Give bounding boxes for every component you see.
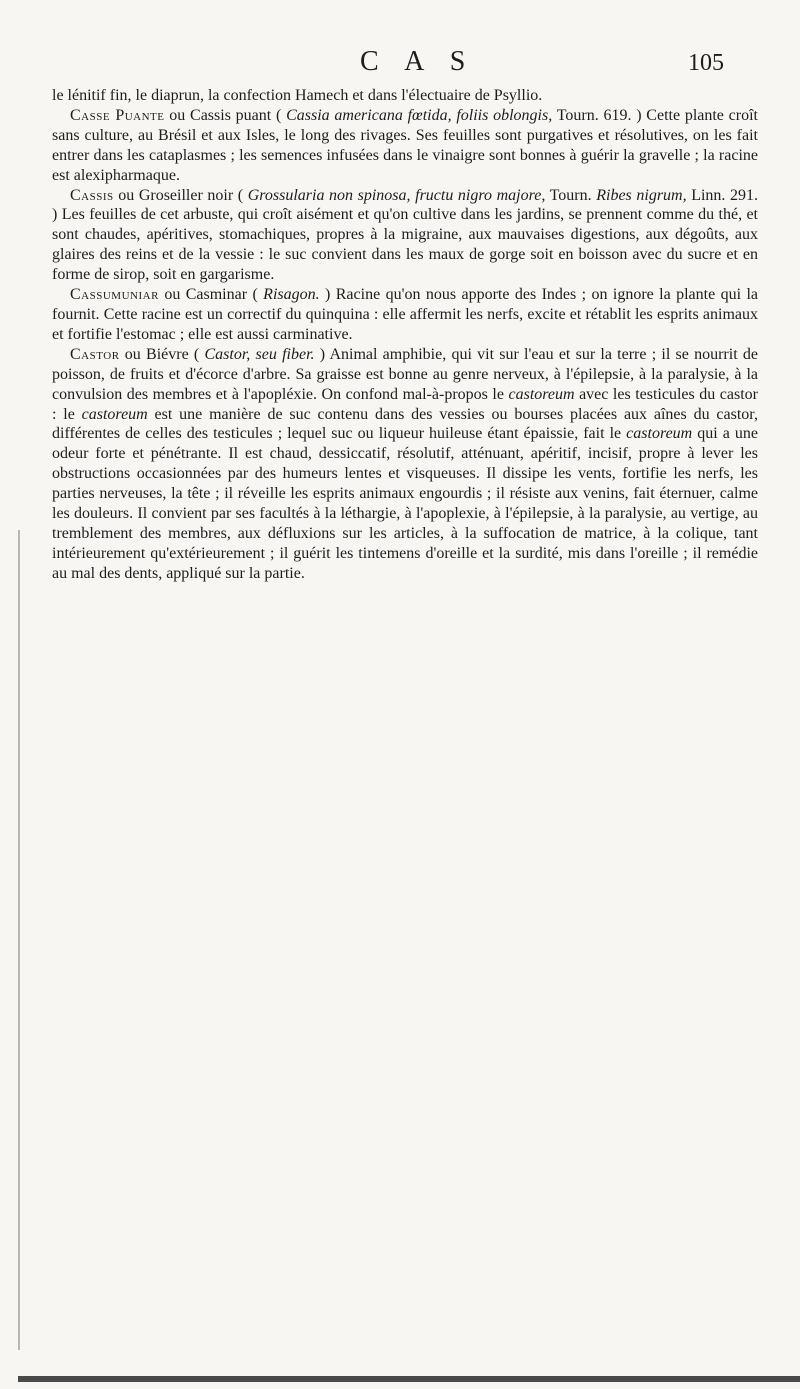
dictionary-entry (52, 186, 758, 286)
continuation-paragraph (52, 86, 758, 106)
entry-text: est une manière de suc contenu dans des vessies ou bourses placées aux aînes du castor, différentes de celles des testicules ; lequel suc ou liqueur huileuse étant épaissie, fait le (52, 405, 758, 443)
entry-text: qui a une odeur forte et pénétrante. Il est chaud, dessiccatif, résolutif, atténuant, apéritif, incisif, propre à lever les obstructions occasionnées par des humeurs lentes et visqueuses. Il dissipe les vents, fortifie les nerfs, les parties nerveuses, la tête ; il réveille les esprits animaux engourdis ; il résiste aux venins, fait éternuer, calme les douleurs. Il convient par ses facultés à la léthargie, à l'apoplexie, à l'épilepsie, à la paralysie, au vertige, au tremblement des membres, aux défluxions sur les articles, à la suffocation de matrice, à la colique, tant intérieurement qu'extérieurement ; il guérit les tintemens d'oreille et la surdité, mis dans l'oreille ; il remédie au mal des dents, appliqué sur la partie. (52, 425, 758, 582)
latin-name-text: Grossularia non spinosa, fructu nigro majore, (247, 186, 546, 204)
dictionary-entry (52, 285, 758, 345)
entry-text: Tourn. 619. ) Cette plante croît sans culture, au Brésil et aux Isles, le long des rivages. Ses feuilles sont purgatives et résolutives, on les fait entrer dans les cataplasmes ; les semences infusées dans le vinaigre sont bonnes à guérir la gravelle ; la racine est alexipharmaque. (52, 106, 758, 184)
entry-text: avec les testicules du castor : le (52, 385, 759, 423)
latin-name-text: Cassia americana fœtida, foliis oblongis, (286, 106, 553, 124)
page-number: 105 (688, 50, 724, 76)
dictionary-entry (52, 345, 758, 584)
entry-headword: Casse Puante (70, 106, 165, 124)
latin-name-text: Castor, seu fiber. (204, 345, 315, 363)
page-edge (18, 1376, 800, 1382)
latin-name-text: Risagon. (263, 286, 320, 304)
gutter-shadow (18, 530, 20, 1350)
latin-name-text: castoreum (508, 385, 575, 403)
latin-name-text: castoreum (81, 405, 148, 423)
entry-text: ou Groseiller noir ( (113, 186, 248, 204)
entry-text: le lénitif fin, le diaprun, la confection Hamech et dans l'électuaire de Psyllio. (52, 87, 543, 104)
entry-text: ou Biévre ( (119, 345, 205, 363)
entry-headword: Castor (70, 345, 120, 363)
body-text (52, 86, 758, 584)
page-header (0, 46, 800, 86)
entry-text: ou Cassis puant ( (164, 106, 287, 124)
running-title: C A S (360, 46, 476, 77)
entry-text: Tourn. (545, 186, 597, 204)
latin-name-text: castoreum (626, 425, 693, 443)
entry-text: Linn. 291. ) Les feuilles de cet arbuste, qui croît aisément et qu'on cultive dans les jardins, se prennent comme du thé, et sont chaudes, apéritives, stomachiques, propres à la migraine, aux mauvaises digestions, aux dégoûts, aux glaires des reins et de la vessie : le suc convient dans les maux de gorge soit en boisson avec du sucre et en forme de sirop, soit en gargarisme. (52, 186, 759, 284)
entry-headword: Cassumuniar (70, 286, 159, 304)
entry-headword: Cassis (70, 186, 114, 204)
entry-text: ou Casminar ( (158, 286, 264, 304)
entry-text: ) Animal amphibie, qui vit sur l'eau et sur la terre ; il se nourrit de poisson, de fruits et d'écorce d'arbre. Sa graisse est bonne au genre nerveux, à l'épilepsie, à la paralysie, à la convulsion des membres et à l'apopléxie. On confond mal-à-propos le (52, 345, 758, 403)
entry-text: ) Racine qu'on nous apporte des Indes ; on ignore la plante qui la fournit. Cette racine est un correctif du quinquina : elle affermit les nerfs, excite et rétablit les esprits animaux et fortifie l'estomac ; elle est aussi carminative. (52, 286, 758, 343)
latin-name-text: Ribes nigrum, (596, 186, 687, 204)
dictionary-entry (52, 106, 758, 186)
